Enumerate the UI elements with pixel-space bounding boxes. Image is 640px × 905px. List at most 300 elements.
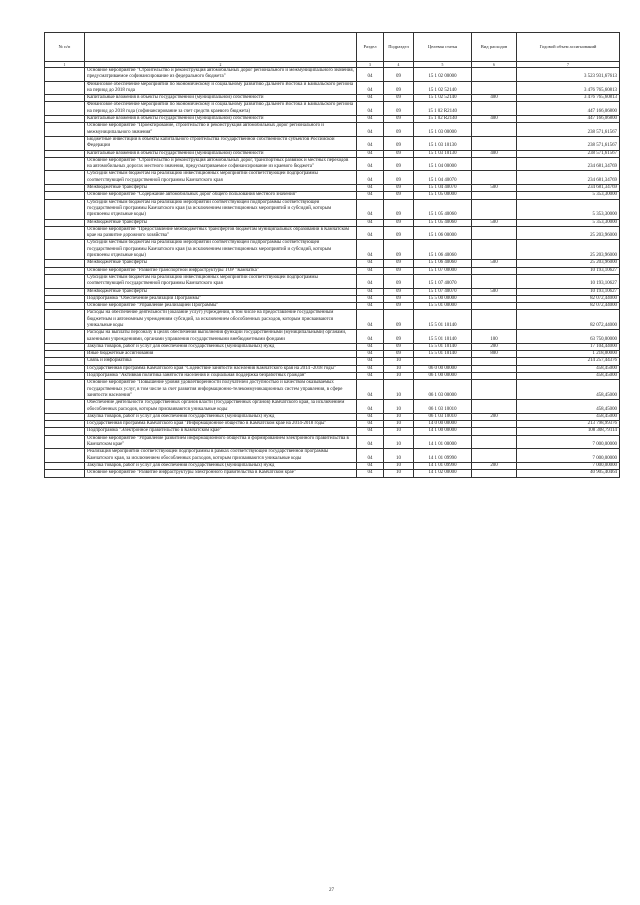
- table-row: [45, 102, 620, 116]
- row-razdel: 04: [357, 365, 384, 372]
- row-target-article: 14 1 01 09990: [414, 449, 472, 463]
- table-row: [45, 421, 620, 428]
- row-name: Основное мероприятие "Проектирование, строительство и реконструкция автомобильных дорог регионального и межмуниципального значения": [85, 123, 357, 137]
- row-expense-type: 200: [472, 343, 517, 350]
- row-name: Основное мероприятие "Развитие транспортной инфраструктуры ТОР "Камчатка": [85, 267, 357, 274]
- row-name: Субсидии местным бюджетам на реализацию инвестиционных мероприятий соответствующей подпрограммы соответствующей государственной программы Камчатского края: [85, 274, 357, 288]
- row-number: [45, 428, 85, 435]
- table-row: [45, 373, 620, 380]
- row-amount: 234 681,34769: [517, 185, 620, 192]
- row-amount: 10 193,10627: [517, 274, 620, 288]
- row-expense-type: [472, 380, 517, 400]
- row-number: [45, 288, 85, 295]
- page-number: 27: [329, 888, 334, 893]
- row-podrazdel: 10: [384, 462, 414, 469]
- row-target-article: 14 1 01 00000: [414, 435, 472, 449]
- row-podrazdel: 09: [384, 192, 414, 199]
- row-amount: 458,45000: [517, 373, 620, 380]
- row-name: Основное мероприятие "Содержание автомобильных дорог общего пользования местного значения": [85, 192, 357, 199]
- header-podrazdel: Подраздел: [384, 33, 414, 62]
- row-amount: 82 072,44000: [517, 303, 620, 310]
- table-row: [45, 330, 620, 344]
- row-target-article: 15 1 04 00000: [414, 157, 472, 171]
- row-target-article: 15 5 00 00000: [414, 295, 472, 302]
- row-expense-type: 500: [472, 260, 517, 267]
- row-expense-type: [472, 102, 517, 116]
- budget-table: [44, 32, 620, 478]
- row-name: Межбюджетные трансферты: [85, 219, 357, 226]
- table-row: [45, 192, 620, 199]
- row-razdel: 04: [357, 380, 384, 400]
- row-podrazdel: 09: [384, 123, 414, 137]
- row-expense-type: [472, 136, 517, 150]
- row-podrazdel: 09: [384, 116, 414, 123]
- row-name: Связь и информатика: [85, 358, 357, 365]
- row-amount: 40 905,40464: [517, 470, 620, 477]
- row-target-article: 15 5 01 10140: [414, 351, 472, 358]
- row-number: [45, 373, 85, 380]
- row-amount: 3 476 765,60813: [517, 81, 620, 95]
- row-podrazdel: 09: [384, 260, 414, 267]
- row-podrazdel: 10: [384, 470, 414, 477]
- row-number: [45, 365, 85, 372]
- row-target-article: 15 1 04 40070: [414, 171, 472, 185]
- row-expense-type: [472, 267, 517, 274]
- row-number: [45, 219, 85, 226]
- row-number: [45, 274, 85, 288]
- row-number: [45, 136, 85, 150]
- table-row: [45, 116, 620, 123]
- table-row: [45, 226, 620, 240]
- row-podrazdel: 09: [384, 171, 414, 185]
- table-row: [45, 171, 620, 185]
- row-expense-type: 800: [472, 351, 517, 358]
- row-razdel: 04: [357, 343, 384, 350]
- row-podrazdel: 09: [384, 310, 414, 330]
- row-amount: 238 571,61567: [517, 150, 620, 157]
- row-razdel: 04: [357, 68, 384, 82]
- row-expense-type: [472, 199, 517, 219]
- column-number: 3: [357, 62, 384, 68]
- row-amount: 447 166,06800: [517, 102, 620, 116]
- row-number: [45, 260, 85, 267]
- row-target-article: 15 1 05 00000: [414, 192, 472, 199]
- row-podrazdel: 09: [384, 267, 414, 274]
- table-row: [45, 470, 620, 477]
- row-number: [45, 462, 85, 469]
- row-podrazdel: 09: [384, 288, 414, 295]
- column-number: 6: [472, 62, 517, 68]
- row-amount: 7 000,00000: [517, 462, 620, 469]
- row-amount: 213 798,99376: [517, 421, 620, 428]
- row-name: Основное мероприятие "Предоставление межбюджетных трансфертов бюджетам муниципальных образований в Камчатском крае на развитие дорожного хозяйства": [85, 226, 357, 240]
- row-podrazdel: 10: [384, 435, 414, 449]
- table-body: [45, 68, 620, 478]
- row-expense-type: 400: [472, 116, 517, 123]
- row-expense-type: 400: [472, 150, 517, 157]
- row-podrazdel: 09: [384, 303, 414, 310]
- row-number: [45, 470, 85, 477]
- row-podrazdel: 10: [384, 358, 414, 365]
- row-number: [45, 150, 85, 157]
- table-row: [45, 150, 620, 157]
- row-number: [45, 343, 85, 350]
- row-podrazdel: 09: [384, 199, 414, 219]
- row-expense-type: [472, 192, 517, 199]
- row-amount: 17 104,44000: [517, 343, 620, 350]
- row-podrazdel: 10: [384, 413, 414, 420]
- row-target-article: 15 1 02 R2140: [414, 102, 472, 116]
- row-number: [45, 240, 85, 260]
- table-row: [45, 400, 620, 414]
- row-name: Основное мероприятие "Управление развитием информационного общества и формированием электронного правительства в Камчатском крае": [85, 435, 357, 449]
- row-razdel: 04: [357, 123, 384, 137]
- table-row: [45, 199, 620, 219]
- row-name: Подпрограмма "Активная политика занятости населения и социальная поддержка безработных граждан": [85, 373, 357, 380]
- row-podrazdel: 09: [384, 136, 414, 150]
- row-target-article: 15 1 03 10130: [414, 136, 472, 150]
- row-expense-type: 200: [472, 462, 517, 469]
- row-razdel: 04: [357, 310, 384, 330]
- row-name: Капитальные вложения в объекты государственной (муниципальной) собственности: [85, 95, 357, 102]
- row-razdel: 04: [357, 150, 384, 157]
- header-expense-type: Вид расходов: [472, 33, 517, 62]
- row-podrazdel: 09: [384, 81, 414, 95]
- row-razdel: 04: [357, 462, 384, 469]
- row-amount: 3 476 765,60813: [517, 95, 620, 102]
- row-name: Субсидии местным бюджетам на реализацию мероприятий соответствующей подпрограммы соответствующей государственной программы Камчатского края (за исключением инвестиционных мероприятий и субсидий, которым присвоены отдельные коды): [85, 240, 357, 260]
- table-row: [45, 267, 620, 274]
- row-amount: 214 257,44376: [517, 358, 620, 365]
- row-amount: 10 193,10627: [517, 288, 620, 295]
- row-expense-type: [472, 81, 517, 95]
- row-target-article: 14 0 00 00000: [414, 421, 472, 428]
- row-number: [45, 199, 85, 219]
- table-row: [45, 81, 620, 95]
- row-razdel: 04: [357, 240, 384, 260]
- table-row: [45, 136, 620, 150]
- row-name: Закупка товаров, работ и услуг для обеспечения государственных (муниципальных) нужд: [85, 413, 357, 420]
- row-expense-type: [472, 274, 517, 288]
- row-amount: 234 681,34769: [517, 171, 620, 185]
- row-expense-type: [472, 303, 517, 310]
- row-amount: 82 072,44000: [517, 295, 620, 302]
- row-expense-type: [472, 358, 517, 365]
- row-razdel: 04: [357, 192, 384, 199]
- row-target-article: 15 1 04 40070: [414, 185, 472, 192]
- row-razdel: 04: [357, 303, 384, 310]
- row-podrazdel: 09: [384, 185, 414, 192]
- row-podrazdel: 09: [384, 343, 414, 350]
- row-name: Бюджетные инвестиции в объекты капитального строительства государственной собственности субъектов Российской Федерации: [85, 136, 357, 150]
- row-expense-type: [472, 470, 517, 477]
- row-name: Основное мероприятие "Строительство и реконструкция автомобильных дорог регионального и межмуниципального значения, предусматриваемое софинансирование из федерального бюджета": [85, 68, 357, 82]
- row-number: [45, 123, 85, 137]
- row-amount: 25 203,96000: [517, 260, 620, 267]
- table-row: [45, 185, 620, 192]
- row-target-article: 15 1 02 52140: [414, 81, 472, 95]
- row-amount: 238 571,61567: [517, 123, 620, 137]
- row-razdel: 04: [357, 219, 384, 226]
- row-amount: 238 571,61567: [517, 136, 620, 150]
- row-name: Закупка товаров, работ и услуг для обеспечения государственных (муниципальных) нужд: [85, 462, 357, 469]
- table-row: [45, 68, 620, 82]
- row-expense-type: [472, 435, 517, 449]
- row-number: [45, 303, 85, 310]
- row-podrazdel: 10: [384, 365, 414, 372]
- row-number: [45, 449, 85, 463]
- row-target-article: 15 5 01 00000: [414, 303, 472, 310]
- row-razdel: 04: [357, 95, 384, 102]
- row-amount: 234 681,34769: [517, 157, 620, 171]
- row-razdel: 04: [357, 199, 384, 219]
- table-row: [45, 343, 620, 350]
- row-amount: 458,45000: [517, 380, 620, 400]
- row-amount: 108 308,79114: [517, 428, 620, 435]
- row-name: Финансовое обеспечение мероприятий по экономическому и социальному развитию Дальнего Востока и Байкальского региона на период до 2018 года (софинансирование за счет средств краевого бюджета): [85, 102, 357, 116]
- row-expense-type: 500: [472, 288, 517, 295]
- row-target-article: 15 5 01 10140: [414, 343, 472, 350]
- row-expense-type: [472, 449, 517, 463]
- row-number: [45, 185, 85, 192]
- table-row: [45, 365, 620, 372]
- row-amount: 7 000,00000: [517, 449, 620, 463]
- row-amount: 5 353,30000: [517, 199, 620, 219]
- table-row: [45, 428, 620, 435]
- row-name: Подпрограмма "Обеспечение реализации Программы": [85, 295, 357, 302]
- row-target-article: 14 1 00 00000: [414, 428, 472, 435]
- row-expense-type: [472, 68, 517, 82]
- row-amount: 63 750,00000: [517, 330, 620, 344]
- table-row: [45, 351, 620, 358]
- row-target-article: 15 1 06 40060: [414, 240, 472, 260]
- row-podrazdel: 09: [384, 330, 414, 344]
- row-amount: 25 203,96000: [517, 240, 620, 260]
- row-razdel: 04: [357, 428, 384, 435]
- row-target-article: 06 0 00 00000: [414, 365, 472, 372]
- row-amount: 447 166,06800: [517, 116, 620, 123]
- row-amount: 1 218,00000: [517, 351, 620, 358]
- row-podrazdel: 10: [384, 380, 414, 400]
- row-amount: 458,45000: [517, 365, 620, 372]
- row-name: Капитальные вложения в объекты государственной (муниципальной) собственности: [85, 116, 357, 123]
- row-podrazdel: 09: [384, 157, 414, 171]
- row-razdel: 04: [357, 351, 384, 358]
- row-number: [45, 81, 85, 95]
- row-number: [45, 413, 85, 420]
- row-target-article: 14 1 01 09990: [414, 462, 472, 469]
- table-header: [45, 33, 620, 68]
- table-row: [45, 462, 620, 469]
- table-row: [45, 303, 620, 310]
- row-expense-type: [472, 428, 517, 435]
- row-podrazdel: 09: [384, 226, 414, 240]
- row-razdel: 04: [357, 373, 384, 380]
- row-podrazdel: 10: [384, 428, 414, 435]
- row-target-article: 15 1 03 00000: [414, 123, 472, 137]
- row-razdel: 04: [357, 330, 384, 344]
- row-razdel: 04: [357, 421, 384, 428]
- row-podrazdel: 09: [384, 295, 414, 302]
- row-target-article: 15 1 02 R2140: [414, 116, 472, 123]
- table-row: [45, 358, 620, 365]
- header-razdel: Раздел: [357, 33, 384, 62]
- row-podrazdel: 10: [384, 421, 414, 428]
- row-amount: 5 353,30000: [517, 219, 620, 226]
- table-row: [45, 219, 620, 226]
- row-razdel: 04: [357, 449, 384, 463]
- row-number: [45, 380, 85, 400]
- row-name: Основное мероприятие "Строительство и реконструкция автомобильных дорог, транспортных развязок и местных переходов на автомобильных дорогах местного значения, предусматриваемое софинансирование из краевого бюджета": [85, 157, 357, 171]
- row-expense-type: [472, 226, 517, 240]
- document-page: [44, 32, 619, 893]
- row-name: Подпрограмма "Электронное правительство в Камчатском крае": [85, 428, 357, 435]
- row-expense-type: [472, 157, 517, 171]
- row-target-article: 15 5 01 10140: [414, 330, 472, 344]
- row-target-article: [414, 358, 472, 365]
- row-expense-type: 400: [472, 95, 517, 102]
- row-amount: 458,45000: [517, 400, 620, 414]
- row-podrazdel: 09: [384, 95, 414, 102]
- row-name: Субсидии местным бюджетам на реализацию мероприятий соответствующей подпрограммы соответствующей государственной программы Камчатского края (за исключением инвестиционных мероприятий и субсидий, которым присвоены отдельные коды): [85, 199, 357, 219]
- row-amount: 458,45000: [517, 413, 620, 420]
- row-name: Расходы на выплаты персоналу в целях обеспечения выполнения функций государственными (муниципальными) органами, казенными учреждениями, органами управления государственными внебюджетными фондами: [85, 330, 357, 344]
- column-number: 5: [414, 62, 472, 68]
- row-razdel: 04: [357, 226, 384, 240]
- row-number: [45, 435, 85, 449]
- row-amount: 3 523 931,67613: [517, 68, 620, 82]
- row-podrazdel: 09: [384, 351, 414, 358]
- table-row: [45, 260, 620, 267]
- row-target-article: 15 1 06 00000: [414, 226, 472, 240]
- row-target-article: 06 1 00 00000: [414, 373, 472, 380]
- row-target-article: 15 1 05 40060: [414, 219, 472, 226]
- row-number: [45, 400, 85, 414]
- row-expense-type: 500: [472, 185, 517, 192]
- column-number: 7: [517, 62, 620, 68]
- row-podrazdel: 09: [384, 240, 414, 260]
- row-name: Субсидии местным бюджетам на реализацию инвестиционных мероприятий соответствующей подпрограммы соответствующей государственной программы Камчатского края: [85, 171, 357, 185]
- row-podrazdel: 09: [384, 68, 414, 82]
- row-name: Реализация мероприятий соответствующей подпрограммы в рамках соответствующей государственной программы Камчатского края, за исключением обособленных расходов, которым присваиваются уникальные коды: [85, 449, 357, 463]
- column-number: 4: [384, 62, 414, 68]
- row-target-article: 15 1 03 10130: [414, 150, 472, 157]
- row-razdel: 04: [357, 171, 384, 185]
- row-razdel: 04: [357, 435, 384, 449]
- row-podrazdel: 09: [384, 150, 414, 157]
- row-razdel: 04: [357, 358, 384, 365]
- table-row: [45, 435, 620, 449]
- row-number: [45, 295, 85, 302]
- row-razdel: 04: [357, 267, 384, 274]
- row-razdel: 04: [357, 185, 384, 192]
- row-number: [45, 351, 85, 358]
- table-row: [45, 123, 620, 137]
- table-row: [45, 95, 620, 102]
- row-number: [45, 157, 85, 171]
- row-podrazdel: 09: [384, 219, 414, 226]
- column-number: 2: [85, 62, 357, 68]
- row-target-article: 15 1 05 40060: [414, 199, 472, 219]
- row-razdel: 04: [357, 274, 384, 288]
- row-razdel: 04: [357, 295, 384, 302]
- row-expense-type: 100: [472, 330, 517, 344]
- row-expense-type: [472, 400, 517, 414]
- row-name: Межбюджетные трансферты: [85, 288, 357, 295]
- row-name: Капитальные вложения в объекты государственной (муниципальной) собственности: [85, 150, 357, 157]
- row-number: [45, 102, 85, 116]
- row-amount: 25 203,96000: [517, 226, 620, 240]
- row-name: Закупка товаров, работ и услуг для обеспечения государственных (муниципальных) нужд: [85, 343, 357, 350]
- row-razdel: 04: [357, 288, 384, 295]
- row-target-article: 15 5 01 10140: [414, 310, 472, 330]
- table-row: [45, 449, 620, 463]
- row-number: [45, 95, 85, 102]
- row-target-article: 15 1 06 40060: [414, 260, 472, 267]
- row-expense-type: [472, 123, 517, 137]
- row-podrazdel: 09: [384, 102, 414, 116]
- row-number: [45, 116, 85, 123]
- row-number: [45, 68, 85, 82]
- header-target-article: Целевая статья: [414, 33, 472, 62]
- row-number: [45, 171, 85, 185]
- row-name: Расходы на обеспечение деятельности (оказание услуг) учреждений, в том числе на предоставление государственным бюджетным и автономным учреждениям субсидий, за исключением обособленных расходов, которым присваиваются уникальные коды: [85, 310, 357, 330]
- row-expense-type: [472, 295, 517, 302]
- header-name: [85, 33, 357, 62]
- column-number: 1: [45, 62, 85, 68]
- row-podrazdel: 10: [384, 449, 414, 463]
- row-target-article: 15 1 02 52140: [414, 95, 472, 102]
- header-annual-amount: Годовой объем ассигнований: [517, 33, 620, 62]
- row-razdel: 04: [357, 102, 384, 116]
- header-num: № п/п: [45, 33, 85, 62]
- row-razdel: 04: [357, 413, 384, 420]
- row-target-article: 15 1 02 00000: [414, 68, 472, 82]
- row-razdel: 04: [357, 157, 384, 171]
- table-row: [45, 413, 620, 420]
- row-name: Иные бюджетные ассигнования: [85, 351, 357, 358]
- row-amount: 7 000,00000: [517, 435, 620, 449]
- table-row: [45, 380, 620, 400]
- row-expense-type: [472, 365, 517, 372]
- row-expense-type: [472, 310, 517, 330]
- row-number: [45, 267, 85, 274]
- row-name: Основное мероприятие "Повышение уровня удовлетворенности получателей доступностью и качеством оказываемых государственных услуг, в том числе за счет развития информационно-телекоммуникационных систем управления, в сфере занятости населения": [85, 380, 357, 400]
- row-amount: 82 072,44000: [517, 310, 620, 330]
- row-expense-type: 200: [472, 413, 517, 420]
- row-name: Межбюджетные трансферты: [85, 185, 357, 192]
- row-razdel: 04: [357, 260, 384, 267]
- row-expense-type: [472, 240, 517, 260]
- row-podrazdel: 10: [384, 400, 414, 414]
- row-number: [45, 226, 85, 240]
- row-number: [45, 421, 85, 428]
- row-razdel: 04: [357, 400, 384, 414]
- row-number: [45, 330, 85, 344]
- row-expense-type: [472, 421, 517, 428]
- row-name: Межбюджетные трансферты: [85, 260, 357, 267]
- row-razdel: 04: [357, 136, 384, 150]
- row-target-article: 15 1 07 00000: [414, 267, 472, 274]
- row-target-article: 06 1 03 10010: [414, 413, 472, 420]
- row-expense-type: [472, 373, 517, 380]
- row-number: [45, 358, 85, 365]
- row-expense-type: [472, 171, 517, 185]
- table-row: [45, 157, 620, 171]
- table-row: [45, 288, 620, 295]
- row-target-article: 15 1 07 40070: [414, 274, 472, 288]
- row-number: [45, 192, 85, 199]
